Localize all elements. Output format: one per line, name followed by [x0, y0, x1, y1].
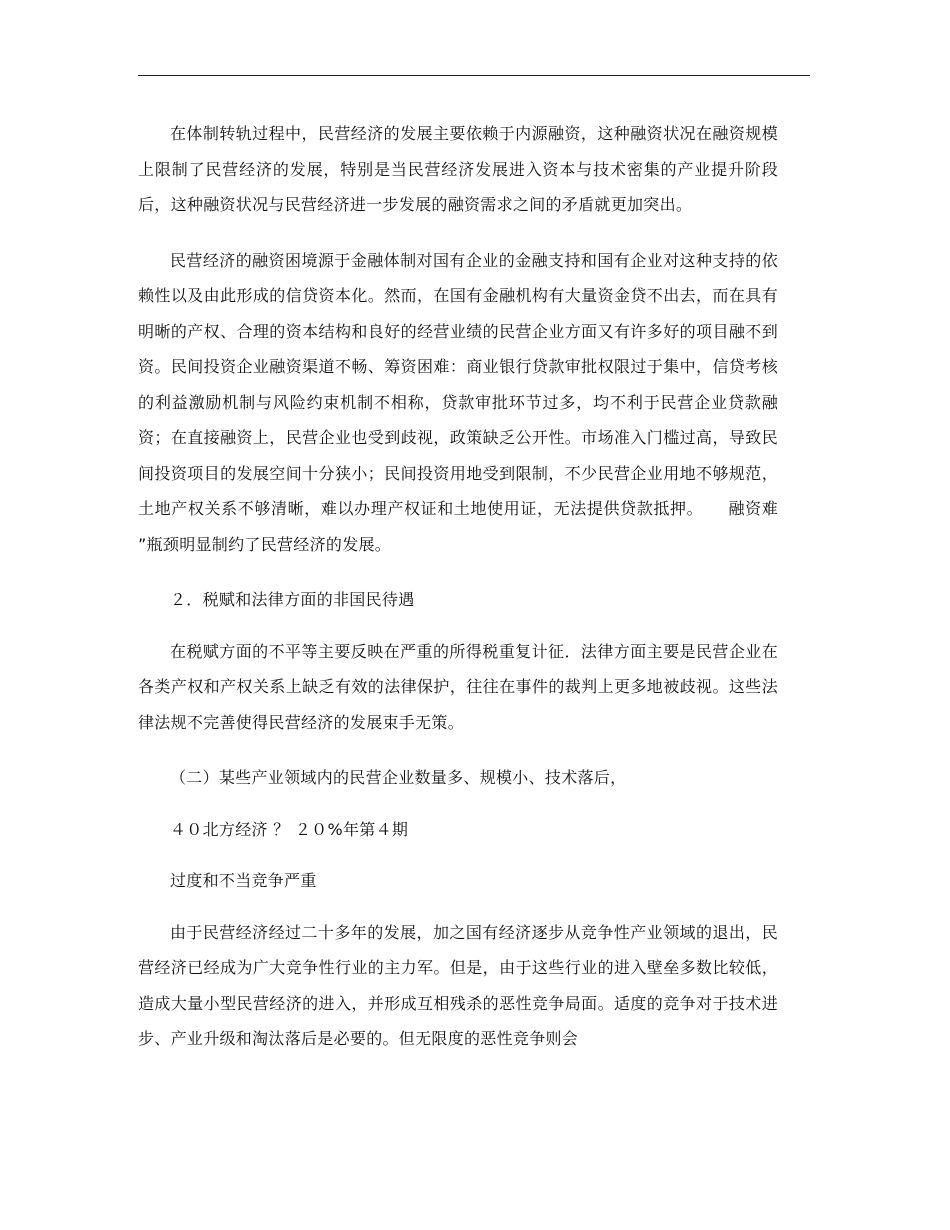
header-rule — [138, 75, 810, 76]
document-body — [138, 116, 778, 1077]
paragraph-competition: 由于民营经济经过二十多年的发展，加之国有经济逐步从竞争性产业领域的退出，民营经济已经成为广大竞争性行业的主力军。但是，由于这些行业的进入壁垒多数比较低，造成大量小型民营经济的进入，并形成互相残杀的恶性竞争局面。适度的竞争对于技术进步、产业升级和淘汰落后是必要的。但无限度的恶性竞争则会 — [138, 922, 778, 1048]
section-heading-competition-cont: 过度和不当竞争严重 — [170, 871, 317, 890]
running-footer: ４０北方经济 ？ ２０%年第４期 — [170, 819, 409, 839]
paragraph-financing-dilemma: 民营经济的融资困境源于金融体制对国有企业的金融支持和国有企业对这种支持的依赖性以及由此形成的信贷资本化。然而，在国有金融机构有大量资金贷不出去，而在具有明晰的产权、合理的资本结构和良好的经营业绩的民营企业方面又有许多好的项目融不到资。民间投资企业融资渠道不畅、筹资困难：商业银行贷款审批权限过于集中，信贷考核的利益激励机制与风险约束机制不相称，贷款审批环节过多，均不利于民营企业贷款融资；在直接融资上，民营企业也受到歧视，政策缺乏公开性。市场准入门槛过高，导致民间投资项目的发展空间十分狭小；民间投资用地受到限制，不少民营企业用地不够规范，土地产权关系不够清晰，难以办理产权证和土地使用证，无法提供贷款抵押。 融资难 ”瓶颈明显制约了民营经济的发展。 — [138, 250, 778, 554]
section-heading-tax-law: ２．税赋和法律方面的非国民待遇 — [170, 590, 415, 609]
section-heading-competition: （二）某些产业领域内的民营企业数量多、规模小、技术落后， — [170, 768, 627, 787]
paragraph-tax-law: 在税赋方面的不平等主要反映在严重的所得税重复计征．法律方面主要是民营企业在各类产权和产权关系上缺乏有效的法律保护，往往在事件的裁判上更多地被歧视。这些法律法规不完善使得民营经济的发展束手无策。 — [138, 641, 778, 732]
paragraph-financing-dependence: 在体制转轨过程中，民营经济的发展主要依赖于内源融资，这种融资状况在融资规模上限制了民营经济的发展，特别是当民营经济发展进入资本与技术密集的产业提升阶段后，这种融资状况与民营经济进一步发展的融资需求之间的矛盾就更加突出。 — [138, 124, 778, 214]
